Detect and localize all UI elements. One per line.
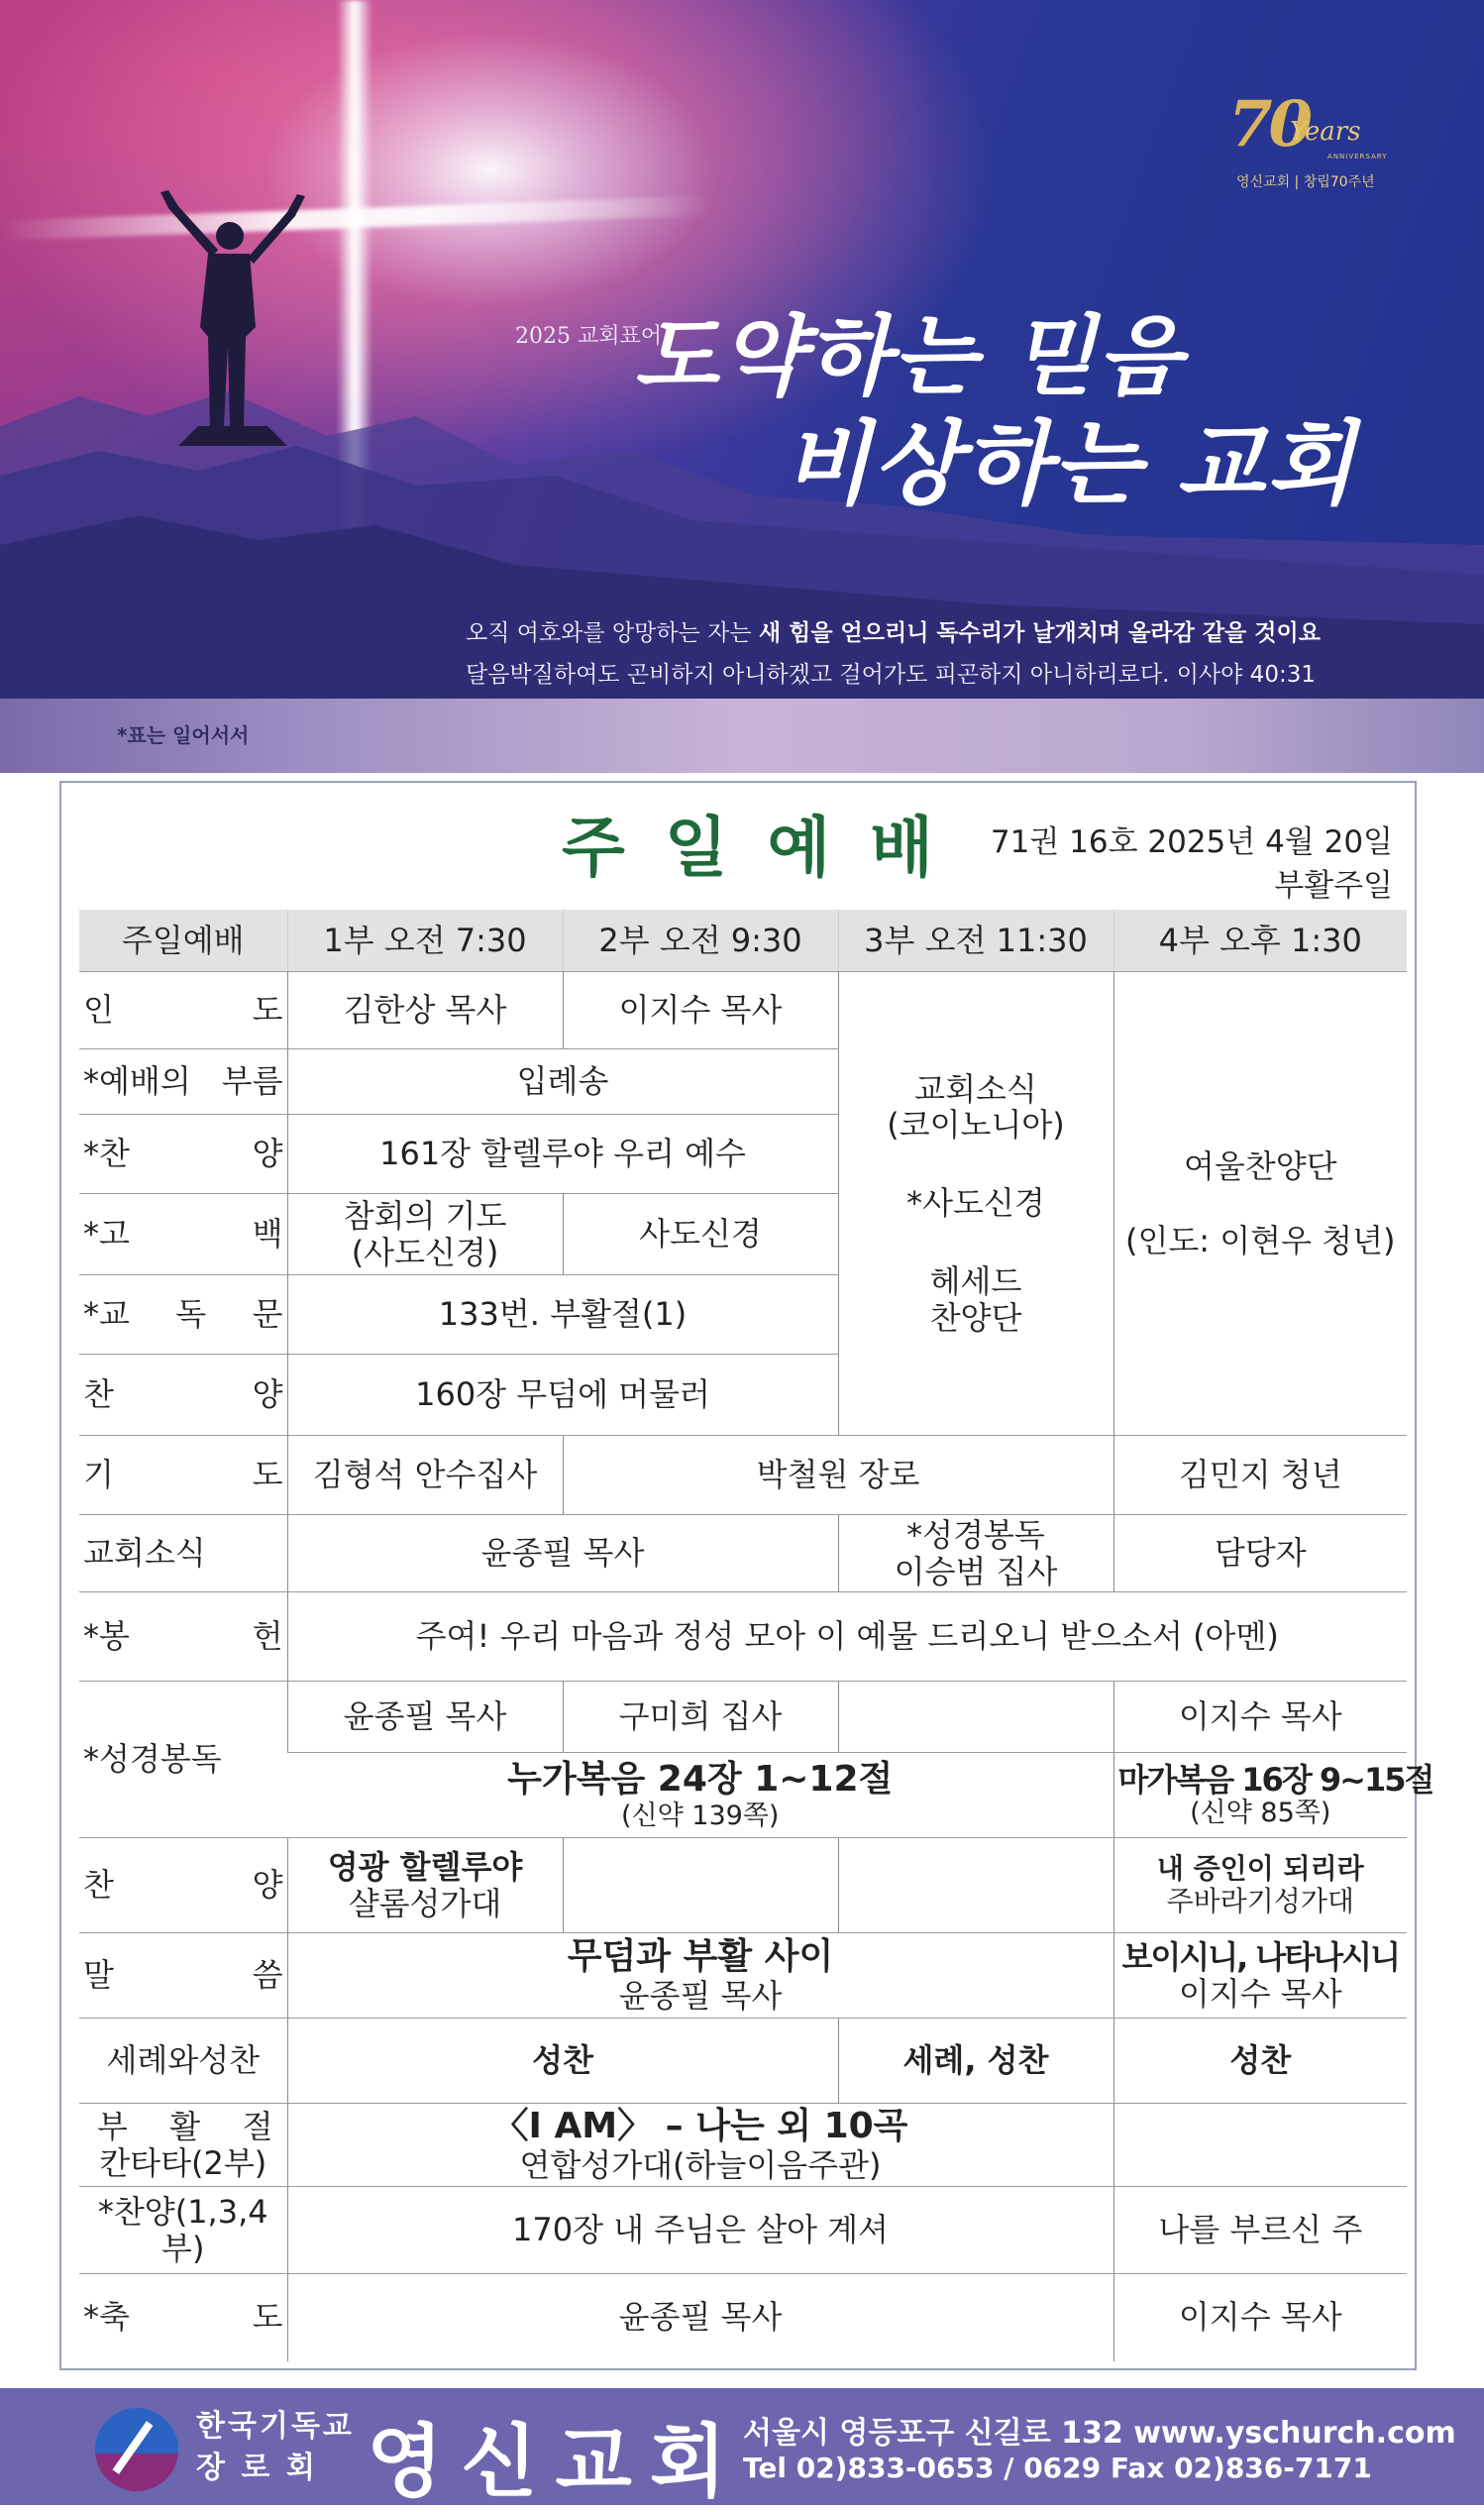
row-label-sermon: 말 씀	[79, 1933, 287, 2019]
cell-prayer-s23: 박철원 장로	[563, 1436, 1113, 1515]
table-row	[79, 1592, 1407, 1682]
table-header-row	[79, 910, 1407, 972]
header-service-3: 3부 오전 11:30	[838, 910, 1113, 972]
s3-creed: *사도신경	[906, 1184, 1045, 1223]
sermon-s4-speaker: 이지수 목사	[1178, 1974, 1342, 2013]
row-label-news: 교회소식	[79, 1515, 287, 1592]
cell-scripture-passage-s4	[1113, 1753, 1433, 1838]
cell-news-s3	[838, 1515, 1113, 1592]
table-row	[79, 1515, 1407, 1592]
cell-sermon	[287, 1933, 1113, 2019]
footer-bar	[0, 2388, 1484, 2508]
church-address: 서울시 영등포구 신길로 132 www.yschurch.com	[743, 2416, 1456, 2451]
cell-s4-block	[1113, 972, 1407, 1436]
cantata-title: 〈I AM〉 – 나는 외 10곡	[492, 2106, 908, 2147]
s3-news: 교회소식	[914, 1069, 1037, 1108]
header-service-1: 1부 오전 7:30	[287, 910, 563, 972]
cantata-label-1: 부 활 절	[97, 2107, 273, 2145]
table-row	[79, 1682, 1407, 1753]
cell-responsive: 133번. 부활절(1)	[287, 1275, 838, 1355]
cell-confession-s1	[287, 1194, 563, 1275]
anniversary-caption: 영신교회 | 창립70주년	[1236, 174, 1375, 190]
row-label-hymn2: 찬 양	[79, 1355, 287, 1436]
anthem-s1-title: 영광 할렐루야	[327, 1847, 523, 1886]
cell-news-s12: 윤종필 목사	[287, 1515, 838, 1592]
cell-anthem-s1	[287, 1838, 563, 1933]
cell-sacrament-s3: 세례, 성찬	[838, 2019, 1113, 2104]
cell-scripture-s1: 윤종필 목사	[287, 1682, 563, 1753]
stand-note: *표는 일어서서	[117, 723, 250, 747]
confession-prayer: 참회의 기도	[343, 1196, 507, 1235]
cell-hymn3: 170장 내 주님은 살아 계셔	[287, 2187, 1113, 2274]
cell-call: 입례송	[287, 1049, 838, 1115]
news-s3-scripture: *성경봉독	[906, 1515, 1045, 1554]
cell-sacrament-s12: 성찬	[287, 2019, 838, 2104]
church-name: 영신교회	[367, 2415, 745, 2508]
church-phone: Tel 02)833-0653 / 0629 Fax 02)836-7171	[743, 2452, 1372, 2484]
row-label-anthem: 찬 양	[79, 1838, 287, 1933]
cell-anthem-s4	[1113, 1838, 1407, 1933]
row-label-call: *예배의 부름	[79, 1049, 287, 1115]
row-label-confession: *고 백	[79, 1194, 287, 1275]
hero-banner	[0, 0, 1484, 773]
row-label-invocation: 인 도	[79, 972, 287, 1049]
church-logo-icon	[95, 2408, 178, 2491]
scripture-page: (신약 139쪽)	[621, 1800, 780, 1831]
s4-leader: (인도: 이현우 청년)	[1125, 1221, 1396, 1259]
verse-line1-prefix: 오직 여호와를 앙망하는 자는	[466, 620, 759, 646]
s3-hesed: 헤세드	[929, 1261, 1022, 1300]
cell-benediction: 윤종필 목사	[287, 2274, 1113, 2361]
scripture-passage: 누가복음 24장 1~12절	[507, 1759, 894, 1801]
denomination-line1: 한국기독교	[196, 2409, 355, 2444]
person-silhouette	[139, 188, 317, 446]
row-label-scripture: *성경봉독	[79, 1682, 287, 1838]
cell-hymn2: 160장 무덤에 머물러	[287, 1355, 838, 1436]
row-label-offering: *봉 헌	[79, 1592, 287, 1682]
row-label-hymn3: *찬양(1,3,4부)	[79, 2187, 287, 2274]
cell-anthem-s3	[838, 1838, 1113, 1933]
row-label-responsive: *교 독 문	[79, 1275, 287, 1355]
cell-prayer-s1: 김형석 안수집사	[287, 1436, 563, 1515]
anthem-s4-title: 내 증인이 되리라	[1156, 1852, 1364, 1886]
page-title: 주일예배	[562, 809, 974, 886]
scripture-passage-s4: 마가복음 16장 9~15절	[1117, 1760, 1433, 1799]
sermon-speaker: 윤종필 목사	[618, 1976, 783, 2015]
anniversary-logo	[1228, 87, 1397, 196]
cell-scripture-passage	[287, 1753, 1113, 1838]
motto-line1: 도약하는 믿음	[634, 304, 1184, 407]
table-row	[79, 1436, 1407, 1515]
cell-hymn1: 161장 할렐루야 우리 예수	[287, 1115, 838, 1194]
s3-koinonia: (코이노니아)	[887, 1106, 1065, 1145]
cell-scripture-s2: 구미희 집사	[563, 1682, 838, 1753]
worship-order-panel	[59, 781, 1433, 2370]
table-row	[79, 1838, 1407, 1933]
table-row	[79, 2187, 1407, 2274]
cell-invocation-s1: 김한상 목사	[287, 972, 563, 1049]
cell-invocation-s2: 이지수 목사	[563, 972, 838, 1049]
table-row	[79, 1933, 1407, 2019]
table-row	[79, 2019, 1407, 2104]
cell-cantata-s4	[1113, 2104, 1407, 2187]
scripture-page-s4: (신약 85쪽)	[1190, 1798, 1331, 1829]
motto-year: 2025 교회표어	[515, 324, 662, 349]
cell-scripture-s4: 이지수 목사	[1113, 1682, 1407, 1753]
cell-news-s4: 담당자	[1113, 1515, 1407, 1592]
cantata-performer: 연합성가대(하늘이음주관)	[519, 2145, 882, 2184]
cell-benediction-s4: 이지수 목사	[1113, 2274, 1407, 2361]
anniversary-number: 70	[1228, 87, 1310, 162]
row-label-cantata	[79, 2104, 287, 2187]
cell-prayer-s4: 김민지 청년	[1113, 1436, 1407, 1515]
cell-s3-block	[838, 972, 1113, 1436]
news-s3-reader: 이승범 집사	[894, 1552, 1058, 1590]
row-label-sacrament: 세례와성찬	[79, 2019, 287, 2104]
cell-scripture-s3	[838, 1682, 1113, 1753]
row-label-benediction: *축 도	[83, 2298, 283, 2337]
verse-line1	[466, 614, 1321, 647]
denomination	[196, 2406, 355, 2489]
anthem-s4-choir: 주바라기성가대	[1166, 1884, 1354, 1917]
header-service-4: 4부 오후 1:30	[1113, 910, 1407, 972]
table-row	[79, 972, 1407, 1049]
verse-line2: 달음박질하여도 곤비하지 아니하겠고 걸어가도 피곤하지 아니하리로다. 이사야 40:31	[466, 662, 1316, 688]
cell-sacrament-s4: 성찬	[1113, 2019, 1407, 2104]
cell-cantata	[287, 2104, 1113, 2187]
motto-line2: 비상하는 교회	[783, 410, 1357, 517]
anniversary-word: Years	[1290, 117, 1361, 147]
issue-info: 71권 16호 2025년 4월 20일	[990, 824, 1393, 860]
cell-sermon-s4	[1113, 1933, 1407, 2019]
cell-anthem-s2	[563, 1838, 838, 1933]
row-label-hymn1: *찬 양	[79, 1115, 287, 1194]
verse-line1-bold: 새 힘을 얻으리니 독수리가 날개치며 올라감 같을 것이요	[758, 620, 1321, 646]
header-service-2: 2부 오전 9:30	[563, 910, 838, 972]
denomination-line2: 장 로 회	[196, 2451, 318, 2485]
cell-confession-s2: 사도신경	[563, 1194, 838, 1275]
sermon-title: 무덤과 부활 사이	[567, 1936, 834, 1978]
anniversary-sub: ANNIVERSARY	[1327, 153, 1388, 161]
liturgical-day: 부활주일	[1274, 868, 1393, 904]
cantata-label-2: 칸타타(2부)	[99, 2143, 267, 2182]
cell-offering: 주여! 우리 마음과 정성 모아 이 예물 드리오니 받으소서 (아멘)	[287, 1592, 1407, 1682]
header-service: 주일예배	[79, 910, 287, 972]
worship-order-table	[79, 910, 1433, 2361]
confession-creed: (사도신경)	[351, 1233, 499, 1271]
cell-hymn3-s4: 나를 부르신 주	[1113, 2187, 1407, 2274]
sermon-s4-title: 보이시니, 나타나시니	[1121, 1937, 1399, 1976]
table-row	[79, 2274, 1407, 2361]
table-row	[79, 2104, 1407, 2187]
s3-praise-team: 찬양단	[929, 1298, 1022, 1337]
row-label-prayer: 기 도	[79, 1436, 287, 1515]
anthem-s1-choir: 샬롬성가대	[348, 1884, 502, 1922]
s4-praise-team: 여울찬양단	[1183, 1147, 1337, 1185]
